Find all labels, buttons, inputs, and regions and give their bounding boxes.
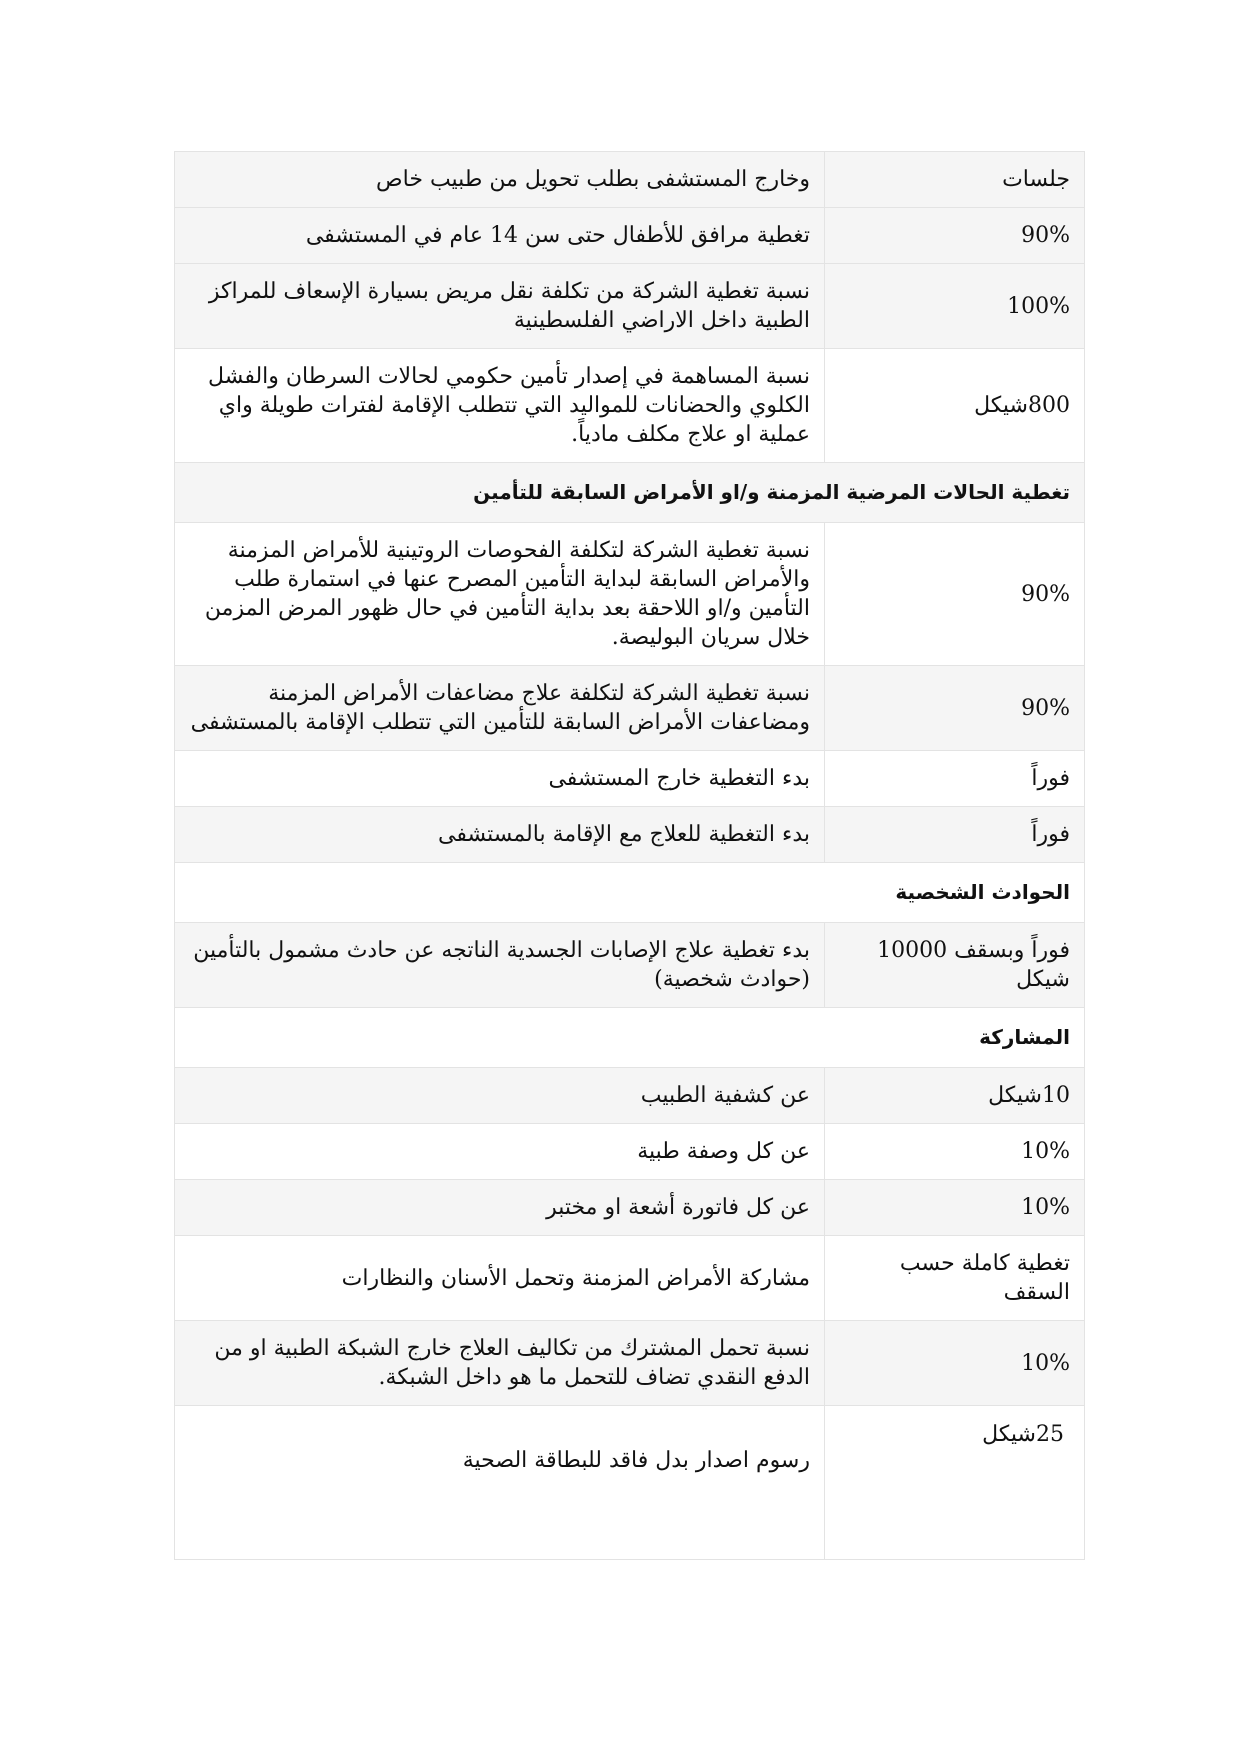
section-header-row — [175, 1008, 1085, 1068]
row-description: نسبة المساهمة في إصدار تأمين حكومي لحالات السرطان والفشل الكلوي والحضانات للمواليد التي تتطلب الإقامة لفترات طويلة واي عملية او علاج مكلف مادياً. — [175, 349, 825, 463]
table-row — [175, 264, 1085, 349]
table-row — [175, 208, 1085, 264]
table-row — [175, 1236, 1085, 1321]
row-description: نسبة تحمل المشترك من تكاليف العلاج خارج الشبكة الطبية او من الدفع النقدي تضاف للتحمل ما هو داخل الشبكة. — [175, 1321, 825, 1406]
row-value: 10% — [825, 1321, 1085, 1406]
table-row — [175, 923, 1085, 1008]
row-value: 25شيكل — [825, 1406, 1085, 1560]
row-value: فوراً وبسقف 10000 شيكل — [825, 923, 1085, 1008]
row-value: 90% — [825, 666, 1085, 751]
table-row — [175, 1180, 1085, 1236]
row-description: بدء تغطية علاج الإصابات الجسدية الناتجه عن حادث مشمول بالتأمين (حوادث شخصية) — [175, 923, 825, 1008]
row-description: عن كل وصفة طبية — [175, 1124, 825, 1180]
row-value: فوراً — [825, 751, 1085, 807]
row-description: تغطية مرافق للأطفال حتى سن 14 عام في المستشفى — [175, 208, 825, 264]
row-description: عن كشفية الطبيب — [175, 1068, 825, 1124]
row-description: نسبة تغطية الشركة لتكلفة الفحوصات الروتينية للأمراض المزمنة والأمراض السابقة لبداية التأمين المصرح عنها في استمارة طلب التأمين و/او اللاحقة بعد بداية التأمين في حال ظهور المرض المزمن خلال سريان البوليصة. — [175, 523, 825, 666]
row-value: 800شيكل — [825, 349, 1085, 463]
table-row — [175, 1068, 1085, 1124]
row-value: 100% — [825, 264, 1085, 349]
table-row — [175, 807, 1085, 863]
section-header-row — [175, 863, 1085, 923]
row-description: بدء التغطية للعلاج مع الإقامة بالمستشفى — [175, 807, 825, 863]
table-row — [175, 751, 1085, 807]
row-description: مشاركة الأمراض المزمنة وتحمل الأسنان والنظارات — [175, 1236, 825, 1321]
row-value: 90% — [825, 208, 1085, 264]
row-value: 10شيكل — [825, 1068, 1085, 1124]
row-description: بدء التغطية خارج المستشفى — [175, 751, 825, 807]
row-value: 90% — [825, 523, 1085, 666]
row-value: 10% — [825, 1124, 1085, 1180]
row-description: وخارج المستشفى بطلب تحويل من طبيب خاص — [175, 152, 825, 208]
table-row — [175, 1124, 1085, 1180]
table-row — [175, 666, 1085, 751]
row-description: نسبة تغطية الشركة لتكلفة علاج مضاعفات الأمراض المزمنة ومضاعفات الأمراض السابقة للتأمين التي تتطلب الإقامة بالمستشفى — [175, 666, 825, 751]
row-value: تغطية كاملة حسب السقف — [825, 1236, 1085, 1321]
section-header-accidents: الحوادث الشخصية — [175, 863, 1085, 923]
table-row — [175, 349, 1085, 463]
row-value: فوراً — [825, 807, 1085, 863]
section-header-chronic: تغطية الحالات المرضية المزمنة و/او الأمراض السابقة للتأمين — [175, 463, 1085, 523]
section-header-participation: المشاركة — [175, 1008, 1085, 1068]
row-description: نسبة تغطية الشركة من تكلفة نقل مريض بسيارة الإسعاف للمراكز الطبية داخل الاراضي الفلسطينية — [175, 264, 825, 349]
row-value: 10% — [825, 1180, 1085, 1236]
table-row — [175, 1406, 1085, 1560]
table-row — [175, 523, 1085, 666]
row-value: جلسات — [825, 152, 1085, 208]
row-description: عن كل فاتورة أشعة او مختبر — [175, 1180, 825, 1236]
table-row — [175, 1321, 1085, 1406]
row-description: رسوم اصدار بدل فاقد للبطاقة الصحية — [175, 1406, 825, 1560]
section-header-row — [175, 463, 1085, 523]
coverage-table — [174, 151, 1085, 1560]
table-row — [175, 152, 1085, 208]
